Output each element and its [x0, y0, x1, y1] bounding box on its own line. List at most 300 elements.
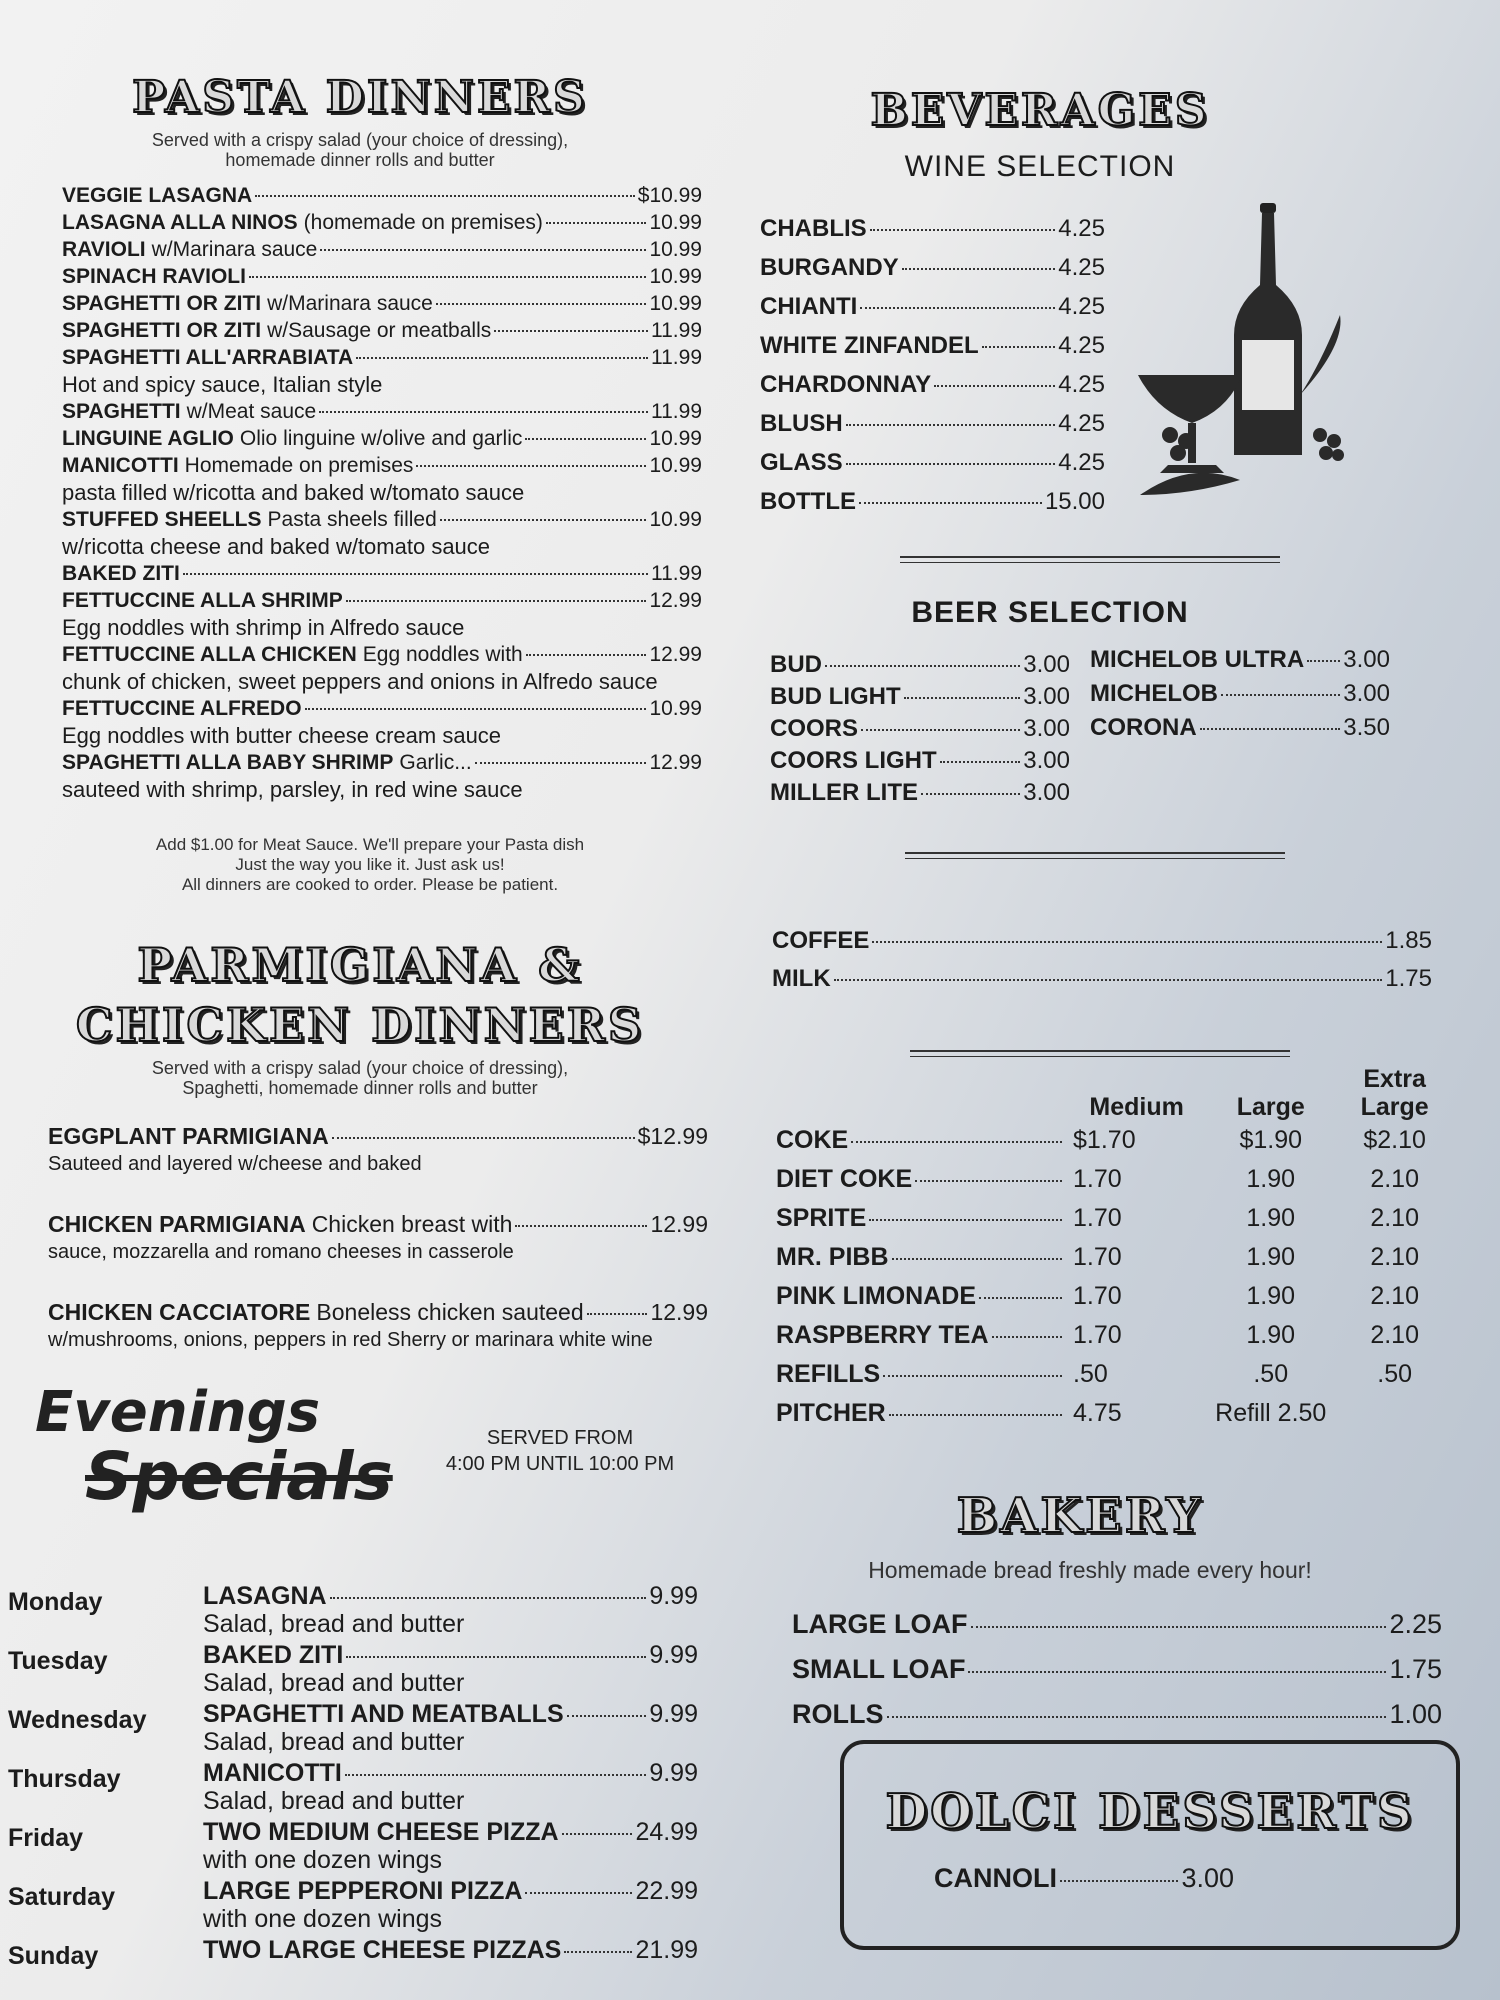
served-hours-line2: 4:00 PM UNTIL 10:00 PM — [445, 1453, 675, 1475]
special-day: Monday — [8, 1588, 103, 1616]
dot-leader — [525, 1892, 632, 1894]
divider-3 — [910, 1050, 1290, 1057]
price-large: Refill 2.50 — [1215, 1399, 1327, 1427]
menu-item — [62, 749, 702, 803]
item-price: 3.00 — [1023, 683, 1070, 710]
special-item-row — [203, 1877, 698, 1905]
price-medium: 4.75 — [1073, 1399, 1122, 1427]
menu-item-row — [760, 253, 1105, 283]
price-medium: 1.70 — [1073, 1204, 1122, 1232]
dot-leader — [416, 465, 646, 467]
soda-name-row — [776, 1244, 1065, 1271]
dot-leader — [940, 761, 1021, 763]
menu-item — [62, 317, 702, 344]
menu-item — [770, 714, 1070, 744]
special-day: Wednesday — [8, 1706, 147, 1734]
item-name: GLASS — [760, 449, 843, 476]
item-price: 12.99 — [650, 1299, 708, 1325]
soda-header-row — [772, 1065, 1452, 1121]
special-row — [8, 1700, 698, 1759]
menu-item-row — [48, 1298, 708, 1327]
item-name: FETTUCCINE ALLA SHRIMP — [62, 589, 343, 612]
menu-item — [760, 214, 1105, 244]
menu-item — [62, 290, 702, 317]
item-description: Boneless chicken sauteed — [316, 1299, 584, 1325]
bakery-subtitle: Homemade bread freshly made every hour! — [868, 1557, 1312, 1583]
special-item-row — [203, 1818, 698, 1846]
menu-item-row — [760, 448, 1105, 478]
soda-name: REFILLS — [776, 1360, 881, 1388]
soda-name-row — [776, 1400, 1065, 1427]
menu-item — [62, 344, 702, 398]
menu-item — [62, 209, 702, 236]
item-price: 1.85 — [1385, 927, 1432, 954]
special-row — [8, 1759, 698, 1818]
soda-name-cell — [772, 1121, 1069, 1160]
special-name: LARGE PEPPERONI PIZZA — [203, 1877, 523, 1905]
item-price: 11.99 — [651, 562, 702, 585]
menu-item-row — [62, 236, 702, 263]
dot-leader — [546, 222, 647, 224]
dot-leader — [515, 1225, 647, 1227]
menu-item-row — [62, 560, 702, 587]
item-price: 11.99 — [651, 346, 702, 369]
soda-name-row — [776, 1205, 1065, 1232]
divider-2 — [905, 852, 1285, 859]
item-name: BAKED ZITI — [62, 562, 180, 585]
item-note: chunk of chicken, sweet peppers and onions in Alfredo sauce — [62, 669, 658, 694]
special-row — [8, 1582, 698, 1641]
soda-row — [772, 1355, 1452, 1394]
menu-item — [62, 263, 702, 290]
menu-item — [62, 506, 702, 560]
item-price: 4.25 — [1058, 410, 1105, 437]
item-name: MANICOTTI — [62, 454, 179, 477]
menu-item — [48, 1210, 708, 1266]
item-price: 4.25 — [1058, 332, 1105, 359]
dot-leader — [904, 697, 1021, 699]
menu-item-row — [62, 344, 702, 371]
dot-leader — [562, 1833, 633, 1835]
item-name: LASAGNA ALLA NINOS — [62, 211, 298, 234]
item-price: $12.99 — [637, 1123, 708, 1149]
item-name: BUD LIGHT — [770, 683, 901, 710]
price-medium: $1.70 — [1073, 1126, 1136, 1154]
special-price: 9.99 — [649, 1582, 698, 1610]
item-note: pasta filled w/ricotta and baked w/tomato sauce — [62, 480, 525, 505]
menu-item-row — [62, 587, 702, 614]
item-name: BUD — [770, 651, 822, 678]
menu-item — [792, 1653, 1442, 1686]
soda-row — [772, 1277, 1452, 1316]
dot-leader — [475, 762, 647, 764]
desserts-box — [840, 1740, 1460, 1950]
menu-item-row — [770, 650, 1070, 680]
item-description: Olio linguine w/olive and garlic — [239, 427, 523, 450]
size-header-large: Large — [1236, 1093, 1305, 1121]
dot-leader — [870, 229, 1056, 231]
pasta-subtitle-line2: homemade dinner rolls and butter — [225, 150, 495, 170]
menu-item — [62, 452, 702, 506]
soda-row — [772, 1160, 1452, 1199]
menu-item — [760, 448, 1105, 478]
special-price: 9.99 — [649, 1700, 698, 1728]
soda-name-cell — [772, 1394, 1069, 1433]
item-name: BURGANDY — [760, 254, 899, 281]
menu-item-row — [792, 1608, 1442, 1641]
pasta-footer — [80, 835, 660, 895]
special-price: 22.99 — [635, 1877, 698, 1905]
dot-leader — [1060, 1880, 1178, 1882]
special-note: with one dozen wings — [203, 1846, 443, 1874]
dot-leader — [982, 346, 1056, 348]
special-body — [203, 1818, 698, 1877]
dot-leader — [1200, 728, 1341, 730]
beverages-title: BEVERAGES — [870, 85, 1210, 136]
price-extra-large: 2.10 — [1370, 1204, 1419, 1232]
special-body — [203, 1641, 698, 1700]
special-row — [8, 1641, 698, 1700]
menu-item — [62, 425, 702, 452]
item-name: LARGE LOAF — [792, 1609, 968, 1639]
item-price: 10.99 — [649, 508, 702, 531]
special-note: Salad, bread and butter — [203, 1669, 465, 1697]
item-name: LINGUINE AGLIO — [62, 427, 234, 450]
item-note: w/ricotta cheese and baked w/tomato sauce — [62, 534, 491, 559]
menu-item — [48, 1298, 708, 1354]
beer-heading: BEER SELECTION — [911, 596, 1189, 629]
dot-leader — [494, 330, 648, 332]
menu-item-row — [792, 1698, 1442, 1731]
price-large: 1.90 — [1246, 1204, 1296, 1232]
item-name: COORS LIGHT — [770, 747, 937, 774]
special-row — [8, 1877, 698, 1936]
special-body — [203, 1759, 698, 1818]
soda-name-cell — [772, 1238, 1069, 1277]
parm-subtitle-line2: Spaghetti, homemade dinner rolls and butter — [182, 1078, 538, 1098]
item-name: VEGGIE LASAGNA — [62, 184, 253, 207]
item-name: BOTTLE — [760, 488, 856, 515]
menu-item — [760, 331, 1105, 361]
item-description: Homemade on premises — [184, 454, 414, 477]
item-name: SPAGHETTI ALLA BABY SHRIMP — [62, 751, 394, 774]
item-name: COFFEE — [772, 927, 870, 954]
item-price: 11.99 — [651, 400, 702, 423]
dot-leader — [1221, 694, 1340, 696]
price-medium: 1.70 — [1073, 1282, 1122, 1310]
soda-name: PINK LIMONADE — [776, 1282, 976, 1310]
item-name: STUFFED SHEELLS — [62, 508, 262, 531]
item-price: 4.25 — [1058, 215, 1105, 242]
item-name: FETTUCCINE ALLA CHICKEN — [62, 643, 357, 666]
item-price: 1.75 — [1385, 965, 1432, 992]
menu-item — [770, 746, 1070, 776]
item-price: 10.99 — [649, 427, 702, 450]
pasta-footer-line1: Add $1.00 for Meat Sauce. We'll prepare your Pasta dish — [155, 835, 585, 854]
menu-item-row — [1090, 645, 1390, 675]
item-name: RAVIOLI — [62, 238, 146, 261]
special-body — [203, 1700, 698, 1759]
dot-leader — [860, 307, 1055, 309]
price-large: 1.90 — [1246, 1321, 1296, 1349]
item-name: CHICKEN CACCIATORE — [48, 1299, 311, 1325]
special-item-row — [203, 1700, 698, 1728]
item-description: Egg noddles with — [362, 643, 523, 666]
soda-name: COKE — [776, 1126, 849, 1154]
evenings-title: Evenings — [35, 1380, 321, 1445]
pasta-title: PASTA DINNERS — [132, 72, 588, 123]
menu-item — [770, 778, 1070, 808]
item-note: sauce, mozzarella and romano cheeses in casserole — [48, 1241, 514, 1263]
menu-item-row — [62, 425, 702, 452]
dot-leader — [564, 1951, 632, 1953]
dot-leader — [356, 357, 648, 359]
menu-item-row — [770, 746, 1070, 776]
item-price: 3.00 — [1181, 1863, 1234, 1893]
soda-name-cell — [772, 1199, 1069, 1238]
item-price: 12.99 — [649, 751, 702, 774]
dot-leader — [915, 1180, 1062, 1182]
wine-list — [760, 214, 1105, 526]
dot-leader — [1307, 660, 1340, 662]
item-price: 3.00 — [1023, 715, 1070, 742]
dot-leader — [526, 654, 647, 656]
price-extra-large — [1337, 1394, 1452, 1433]
menu-item-row — [934, 1862, 1234, 1895]
item-name: MICHELOB — [1090, 680, 1218, 707]
soda-name-cell — [772, 1160, 1069, 1199]
special-row — [8, 1936, 698, 1995]
served-hours-line1: SERVED FROM — [486, 1427, 634, 1449]
price-medium: 1.70 — [1073, 1165, 1122, 1193]
parm-title-line1: PARMIGIANA & — [137, 938, 583, 992]
dot-leader — [346, 1656, 646, 1658]
item-name: SPAGHETTI ALL'ARRABIATA — [62, 346, 354, 369]
soda-name: PITCHER — [776, 1399, 886, 1427]
item-price: 1.75 — [1389, 1654, 1442, 1684]
item-name: EGGPLANT PARMIGIANA — [48, 1123, 329, 1149]
item-price: 4.25 — [1058, 371, 1105, 398]
parm-subtitle — [80, 1058, 640, 1098]
price-large: 1.90 — [1246, 1282, 1296, 1310]
item-name: CORONA — [1090, 714, 1197, 741]
item-price: 4.25 — [1058, 254, 1105, 281]
price-extra-large: 2.10 — [1370, 1243, 1419, 1271]
dot-leader — [834, 979, 1383, 981]
item-price: 10.99 — [649, 238, 702, 261]
item-price: 3.00 — [1343, 680, 1390, 707]
special-name: TWO LARGE CHEESE PIZZAS — [203, 1936, 562, 1964]
specials-list — [8, 1582, 698, 1995]
menu-item — [770, 682, 1070, 712]
dot-leader — [971, 1626, 1387, 1628]
menu-item — [760, 292, 1105, 322]
item-note: Sauteed and layered w/cheese and baked — [48, 1153, 422, 1175]
item-note: sauteed with shrimp, parsley, in red wine sauce — [62, 777, 523, 802]
menu-item-row — [770, 682, 1070, 712]
item-description: w/Meat sauce — [186, 400, 317, 423]
special-price: 21.99 — [635, 1936, 698, 1964]
menu-item-row — [760, 409, 1105, 439]
item-price: 4.25 — [1058, 293, 1105, 320]
item-name: SPINACH RAVIOLI — [62, 265, 246, 288]
menu-item — [772, 964, 1432, 994]
item-name: WHITE ZINFANDEL — [760, 332, 979, 359]
menu-item — [934, 1862, 1234, 1895]
item-price: 10.99 — [649, 265, 702, 288]
menu-item-row — [760, 487, 1105, 517]
menu-item-row — [62, 641, 702, 668]
menu-item — [48, 1122, 708, 1178]
price-extra-large: $2.10 — [1363, 1126, 1426, 1154]
dot-leader — [979, 1297, 1062, 1299]
special-note: Salad, bread and butter — [203, 1787, 465, 1815]
beer-list-right — [1090, 645, 1390, 747]
item-name: CANNOLI — [934, 1863, 1057, 1893]
item-name: SPAGHETTI — [62, 400, 181, 423]
dot-leader — [587, 1313, 648, 1315]
dot-leader — [436, 303, 647, 305]
soda-table — [772, 1065, 1452, 1433]
item-description: Chicken breast with — [311, 1211, 513, 1237]
menu-item — [792, 1608, 1442, 1641]
menu-item — [760, 487, 1105, 517]
dot-leader — [921, 793, 1020, 795]
menu-item — [792, 1698, 1442, 1731]
wine-bottle-icon — [1234, 203, 1302, 455]
special-item-row — [203, 1936, 698, 1964]
dot-leader — [330, 1597, 647, 1599]
dot-leader — [851, 1141, 1062, 1143]
dot-leader — [883, 1375, 1062, 1377]
price-large: .50 — [1253, 1360, 1289, 1388]
item-price: 3.00 — [1343, 646, 1390, 673]
item-price: 12.99 — [649, 643, 702, 666]
dot-leader — [889, 1414, 1062, 1416]
price-medium: .50 — [1073, 1360, 1108, 1388]
dot-leader — [319, 411, 648, 413]
price-extra-large: 2.10 — [1370, 1282, 1419, 1310]
pasta-subtitle-line1: Served with a crispy salad (your choice of dressing), — [151, 130, 569, 150]
dessert-list — [934, 1862, 1234, 1895]
dot-leader — [825, 665, 1020, 667]
menu-item-row — [1090, 679, 1390, 709]
soda-name-cell — [772, 1316, 1069, 1355]
price-extra-large: 2.10 — [1370, 1165, 1419, 1193]
special-day: Friday — [8, 1824, 84, 1852]
menu-item-row — [760, 292, 1105, 322]
soda-name-row — [776, 1127, 1065, 1154]
item-name: SPAGHETTI OR ZITI — [62, 319, 262, 342]
dot-leader — [861, 729, 1020, 731]
price-large: 1.90 — [1246, 1243, 1296, 1271]
special-name: LASAGNA — [203, 1582, 327, 1610]
dot-leader — [992, 1336, 1062, 1338]
item-price: 3.50 — [1343, 714, 1390, 741]
menu-item-row — [62, 290, 702, 317]
soda-row — [772, 1394, 1452, 1433]
parm-subtitle-line1: Served with a crispy salad (your choice of dressing), — [151, 1058, 569, 1078]
item-description: Garlic... — [399, 751, 472, 774]
soda-name: DIET COKE — [776, 1165, 913, 1193]
pasta-footer-line2: Just the way you like it. Just ask us! — [235, 855, 505, 874]
special-name: TWO MEDIUM CHEESE PIZZA — [203, 1818, 559, 1846]
soda-name-row — [776, 1283, 1065, 1310]
bakery-list — [792, 1608, 1442, 1743]
soda-name: SPRITE — [776, 1204, 867, 1232]
soda-row — [772, 1121, 1452, 1160]
menu-item — [62, 695, 702, 749]
soda-row — [772, 1238, 1452, 1277]
item-description: w/Marinara sauce — [151, 238, 318, 261]
menu-item-row — [770, 778, 1070, 808]
parm-list — [48, 1122, 708, 1386]
item-note: w/mushrooms, onions, peppers in red Sherry or marinara white wine — [48, 1329, 653, 1351]
special-day: Sunday — [8, 1942, 99, 1970]
menu-item-row — [792, 1653, 1442, 1686]
item-name: MICHELOB ULTRA — [1090, 646, 1305, 673]
menu-item — [62, 560, 702, 587]
dot-leader — [255, 195, 635, 197]
dot-leader — [249, 276, 646, 278]
item-name: BLUSH — [760, 410, 843, 437]
soda-name-cell — [772, 1355, 1069, 1394]
special-price: 9.99 — [649, 1759, 698, 1787]
menu-item-row — [62, 452, 702, 479]
pasta-footer-line3: All dinners are cooked to order. Please be patient. — [181, 875, 559, 894]
item-price: 15.00 — [1044, 488, 1105, 515]
menu-item — [62, 587, 702, 641]
soda-row — [772, 1199, 1452, 1238]
menu-item-row — [62, 209, 702, 236]
dot-leader — [525, 438, 646, 440]
item-name: CHICKEN PARMIGIANA — [48, 1211, 306, 1237]
dot-leader — [346, 600, 647, 602]
menu-item — [62, 236, 702, 263]
menu-item — [1090, 679, 1390, 709]
menu-item-row — [760, 214, 1105, 244]
menu-item-row — [48, 1210, 708, 1239]
menu-item — [1090, 645, 1390, 675]
menu-item — [62, 641, 702, 695]
item-name: SMALL LOAF — [792, 1654, 966, 1684]
menu-item-row — [62, 317, 702, 344]
item-price: 4.25 — [1058, 449, 1105, 476]
dot-leader — [859, 502, 1042, 504]
price-medium: 1.70 — [1073, 1243, 1122, 1271]
item-note: Egg noddles with butter cheese cream sauce — [62, 723, 502, 748]
special-body — [203, 1877, 698, 1936]
dot-leader — [934, 385, 1055, 387]
item-name: CHABLIS — [760, 215, 867, 242]
soda-name: MR. PIBB — [776, 1243, 889, 1271]
price-medium: 1.70 — [1073, 1321, 1122, 1349]
divider-1 — [900, 556, 1280, 563]
item-price: $10.99 — [637, 184, 702, 207]
soda-name-row — [776, 1361, 1065, 1388]
special-body — [203, 1936, 698, 1995]
size-header-medium: Medium — [1089, 1093, 1184, 1121]
item-note: Egg noddles with shrimp in Alfredo sauce — [62, 615, 465, 640]
price-extra-large: 2.10 — [1370, 1321, 1419, 1349]
item-note: Hot and spicy sauce, Italian style — [62, 372, 383, 397]
dot-leader — [968, 1671, 1386, 1673]
item-price: 3.00 — [1023, 779, 1070, 806]
special-item-row — [203, 1582, 698, 1610]
menu-item-row — [772, 926, 1432, 956]
price-extra-large: .50 — [1377, 1360, 1413, 1388]
special-name: MANICOTTI — [203, 1759, 342, 1787]
